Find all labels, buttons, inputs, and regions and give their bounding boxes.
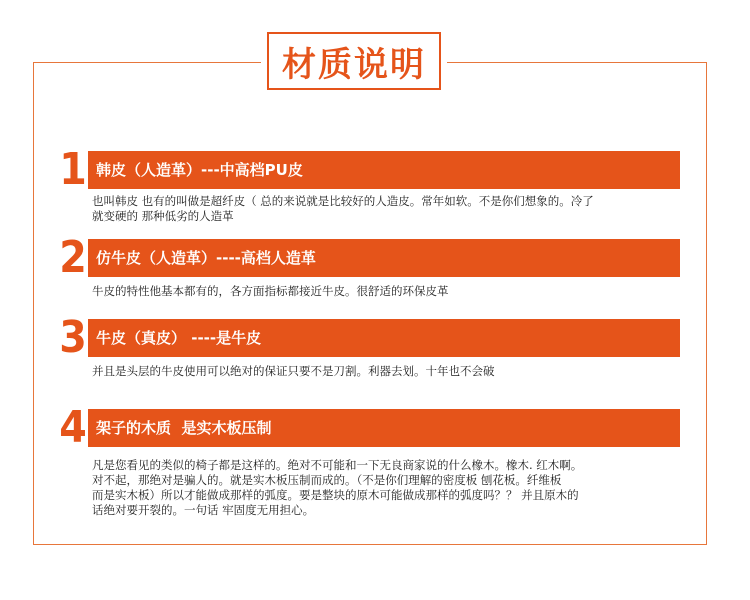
description-line: 对不起，那绝对是骗人的。就是实木板压制而成的。（不是你们理解的密度板 刨花板。纤维板 — [92, 473, 562, 487]
section-heading-1: 韩皮（人造革）---中高档PU皮 — [88, 151, 680, 189]
description-line: 也叫韩皮 也有的叫做是超纤皮（ 总的来说就是比较好的人造皮。常年如软。不是你们想象的。冷了 — [92, 194, 594, 208]
description-line: 并且是头层的牛皮使用可以绝对的保证只要不是刀割。利器去划。十年也不会破 — [92, 364, 495, 378]
section-description-4 — [92, 458, 676, 518]
section-description-2 — [92, 284, 676, 299]
section-heading-3: 牛皮（真皮） ----是牛皮 — [88, 319, 680, 357]
description-line: 凡是您看见的类似的椅子都是这样的。绝对不可能和一下无良商家说的什么橡木。橡木. 红木啊。 — [92, 458, 583, 472]
section-description-1 — [92, 194, 676, 224]
description-line: 牛皮的特性他基本都有的，各方面指标都接近牛皮。很舒适的环保皮革 — [92, 284, 449, 298]
section-number-2: 2 — [59, 232, 87, 283]
section-description-3 — [92, 364, 676, 379]
section-number-4: 4 — [59, 402, 87, 453]
page-title: 材质说明 — [267, 32, 441, 90]
section-number-1: 1 — [59, 144, 87, 195]
section-heading-4: 架子的木质 是实木板压制 — [88, 409, 680, 447]
description-line: 就变硬的 那种低劣的人造革 — [92, 209, 234, 223]
description-line: 而是实木板）所以才能做成那样的弧度。要是整块的原木可能做成那样的弧度吗？？ 并且原木的 — [92, 488, 579, 502]
description-line: 话绝对要开裂的。一句话 牢固度无用担心。 — [92, 503, 315, 517]
section-heading-2: 仿牛皮（人造革）----高档人造革 — [88, 239, 680, 277]
title-badge — [261, 26, 447, 96]
section-number-3: 3 — [59, 312, 87, 363]
